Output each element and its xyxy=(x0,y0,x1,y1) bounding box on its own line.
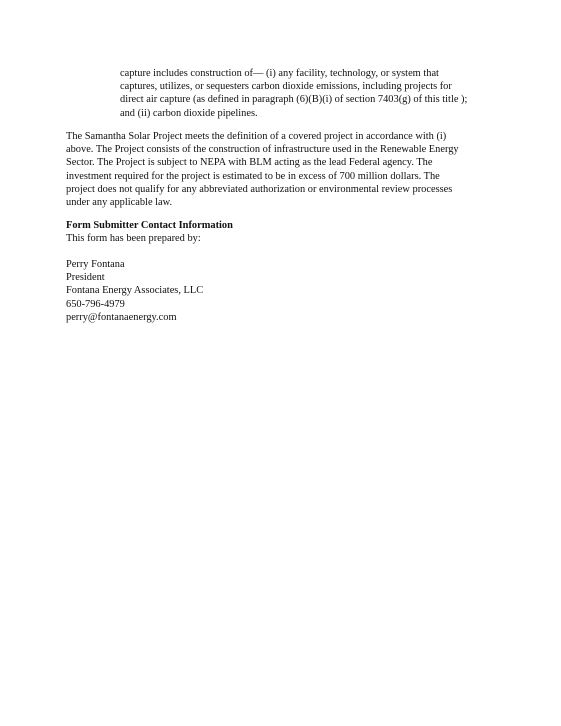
statutory-quote xyxy=(120,67,500,120)
quote-line xyxy=(120,93,500,106)
quote-line: capture includes construction of— (i) any facility, technology, or system that xyxy=(120,68,439,79)
project-description-paragraph xyxy=(66,130,506,209)
quote-text: direct air capture (as defined in paragraph (6)(B)(i) of section 7403( xyxy=(120,94,403,106)
contact-company: Fontana Energy Associates, LLC xyxy=(66,285,204,297)
paragraph-line: above. The Project consists of the construction of infrastructure used in the Renewable Energy xyxy=(66,144,459,156)
contact-email: perry@fontanaenergy.com xyxy=(66,311,177,323)
paragraph-line: Sector. The Project is subject to NEPA with BLM acting as the lead Federal agency. The xyxy=(66,157,433,169)
contact-title: President xyxy=(66,272,105,284)
paragraph-line: investment required for the project is estimated to be in excess of 700 million dollars. The xyxy=(66,170,440,182)
contact-intro-text: This form has been prepared by: xyxy=(66,233,201,244)
contact-name: Perry Fontana xyxy=(66,259,125,270)
paragraph-line: project does not qualify for any abbreviated authorization or environmental review processes xyxy=(66,183,453,195)
paragraph-line: The Samantha Solar Project meets the definition of a covered project in accordance with (i) xyxy=(66,131,447,142)
underlined-reference: g xyxy=(402,94,408,106)
paragraph-line: under any applicable law. xyxy=(66,197,173,209)
quote-line: and (ii) carbon dioxide pipelines. xyxy=(120,107,258,119)
quote-text: ) of this title ); xyxy=(407,94,468,106)
contact-phone: 650-796-4979 xyxy=(66,298,125,310)
quote-line: captures, utilizes, or sequesters carbon dioxide emissions, including projects for xyxy=(120,81,452,93)
contact-section-heading: Form Submitter Contact Information xyxy=(66,220,233,231)
contact-details xyxy=(66,258,203,324)
